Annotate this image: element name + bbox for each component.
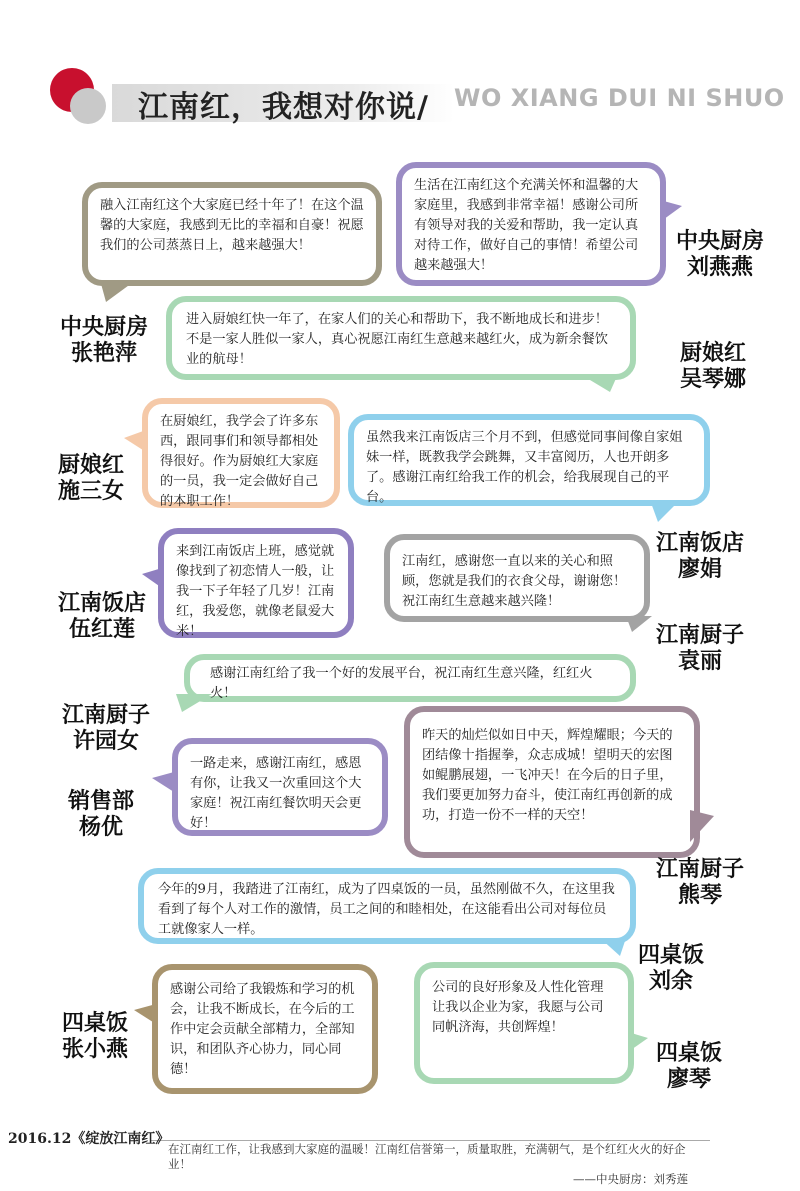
author-name xyxy=(656,622,744,674)
author-dept: 江南饭店 xyxy=(58,590,147,616)
author-dept: 四桌饭 xyxy=(62,1010,129,1036)
author-dept: 江南厨子 xyxy=(656,856,745,882)
bubble-tail xyxy=(626,616,652,632)
bubble-tail xyxy=(660,200,682,222)
page-title-en: WO XIANG DUI NI SHUO xyxy=(454,84,785,112)
message-bubble: 融入江南红这个大家庭已经十年了！在这个温馨的大家庭，我感到无比的幸福和自豪！祝愿我们的公司蒸蒸日上，越来越强大！ xyxy=(82,182,382,286)
author-dept: 中央厨房 xyxy=(60,314,149,340)
bubble-tail xyxy=(134,1004,156,1024)
message-bubble: 今年的9月，我踏进了江南红，成为了四桌饭的一员，虽然刚做不久，在这里我看到了每个人对工作的激情，员工之间的和睦相处，在这能看出公司对每位员工就像家人一样。 xyxy=(138,868,636,944)
author-dept: 江南厨子 xyxy=(62,702,151,728)
author-person: 施三女 xyxy=(58,478,125,504)
author-dept: 四桌饭 xyxy=(656,1040,723,1066)
author-dept: 销售部 xyxy=(68,788,135,814)
author-name xyxy=(62,702,150,754)
header-grey-dot xyxy=(70,88,106,124)
author-person: 吴琴娜 xyxy=(680,366,747,392)
author-person: 张艳萍 xyxy=(71,340,138,366)
bubble-tail xyxy=(152,772,174,792)
author-name xyxy=(680,340,746,392)
author-name xyxy=(58,452,124,504)
author-name xyxy=(676,228,764,280)
author-name xyxy=(656,1040,722,1092)
bubble-tail xyxy=(650,500,680,522)
footer-divider xyxy=(150,1140,710,1141)
message-bubble: 感谢公司给了我锻炼和学习的机会，让我不断成长，在今后的工作中定会贡献全部精力，全部知识，和团队齐心协力，同心同德！ xyxy=(152,964,378,1094)
bubble-tail xyxy=(124,430,146,452)
author-dept: 江南厨子 xyxy=(656,622,745,648)
author-name xyxy=(68,788,134,840)
bubble-tail xyxy=(142,568,162,588)
author-person: 廖娟 xyxy=(678,556,723,582)
author-person: 杨优 xyxy=(79,814,124,840)
issue-label: 2016.12《绽放江南红》 xyxy=(8,1131,170,1147)
message-bubble: 生活在江南红这个充满关怀和温馨的大家庭里，我感到非常幸福！感谢公司所有领导对我的关爱和帮助，我一定认真对待工作，做好自己的事情！希望公司越来越强大！ xyxy=(396,162,666,286)
author-person: 熊琴 xyxy=(678,882,723,908)
author-person: 伍红莲 xyxy=(69,616,136,642)
bubble-tail xyxy=(628,1032,648,1052)
author-name xyxy=(656,530,744,582)
author-person: 刘燕燕 xyxy=(687,254,754,280)
page-title: 江南红，我想对你说/ xyxy=(138,90,429,125)
message-bubble: 一路走来，感谢江南红，感恩有你，让我又一次重回这个大家庭！祝江南红餐饮明天会更好！ xyxy=(172,738,388,836)
author-name xyxy=(60,314,148,366)
author-person: 张小燕 xyxy=(62,1036,129,1062)
message-bubble: 进入厨娘红快一年了，在家人们的关心和帮助下，我不断地成长和进步！不是一家人胜似一家人，真心祝愿江南红生意越来越红火，成为新余餐饮业的航母！ xyxy=(166,296,636,380)
author-dept: 江南饭店 xyxy=(656,530,745,556)
footer-quote-text: 在江南红工作，让我感到大家庭的温暖！江南红信誉第一，质量取胜，充满朝气，是个红红火火的好企业！ xyxy=(168,1142,686,1171)
author-dept: 四桌饭 xyxy=(638,942,705,968)
author-person: 刘余 xyxy=(649,968,694,994)
author-dept: 厨娘红 xyxy=(680,340,747,366)
message-bubble: 虽然我来江南饭店三个月不到，但感觉同事间像自家姐妹一样，既教我学会跳舞，又丰富阅历，人也开朗多了。感谢江南红给我工作的机会，给我展现自己的平台。 xyxy=(348,414,710,506)
bubble-tail xyxy=(100,280,136,302)
bubble-tail xyxy=(600,938,626,956)
message-bubble: 昨天的灿烂似如日中天，辉煌耀眼；今天的团结像十指握拳，众志成城！望明天的宏图如鲲鹏展翅，一飞冲天！在今后的日子里，我们要更加努力奋斗，使江南红再创新的成功，打造一份不一样的天空！ xyxy=(404,706,700,858)
message-bubble: 来到江南饭店上班，感觉就像找到了初恋情人一般，让我一下子年轻了几岁！江南红，我爱您，就像老鼠爱大米！ xyxy=(158,528,354,638)
author-name xyxy=(58,590,146,642)
author-name xyxy=(638,942,704,994)
message-bubble: 在厨娘红，我学会了许多东西，跟同事们和领导都相处得很好。作为厨娘红大家庭的一员，我一定会做好自己的本职工作！ xyxy=(142,398,340,508)
author-name xyxy=(656,856,744,908)
bubble-tail xyxy=(176,694,212,712)
message-bubble: 江南红，感谢您一直以来的关心和照顾，您就是我们的衣食父母，谢谢您！祝江南红生意越来越兴隆！ xyxy=(384,534,650,622)
footer-quote xyxy=(168,1142,688,1187)
bubble-tail xyxy=(690,810,714,842)
author-dept: 厨娘红 xyxy=(58,452,125,478)
author-person: 廖琴 xyxy=(667,1066,712,1092)
author-person: 袁丽 xyxy=(678,648,723,674)
author-dept: 中央厨房 xyxy=(676,228,765,254)
bubble-tail xyxy=(580,374,618,392)
author-name xyxy=(62,1010,128,1062)
message-bubble: 感谢江南红给了我一个好的发展平台，祝江南红生意兴隆，红红火火！ xyxy=(184,654,636,702)
author-person: 许园女 xyxy=(73,728,140,754)
footer-signature: ——中央厨房：刘秀莲 xyxy=(573,1172,688,1186)
message-bubble: 公司的良好形象及人性化管理让我以企业为家，我愿与公司同帆济海，共创辉煌！ xyxy=(414,962,634,1084)
